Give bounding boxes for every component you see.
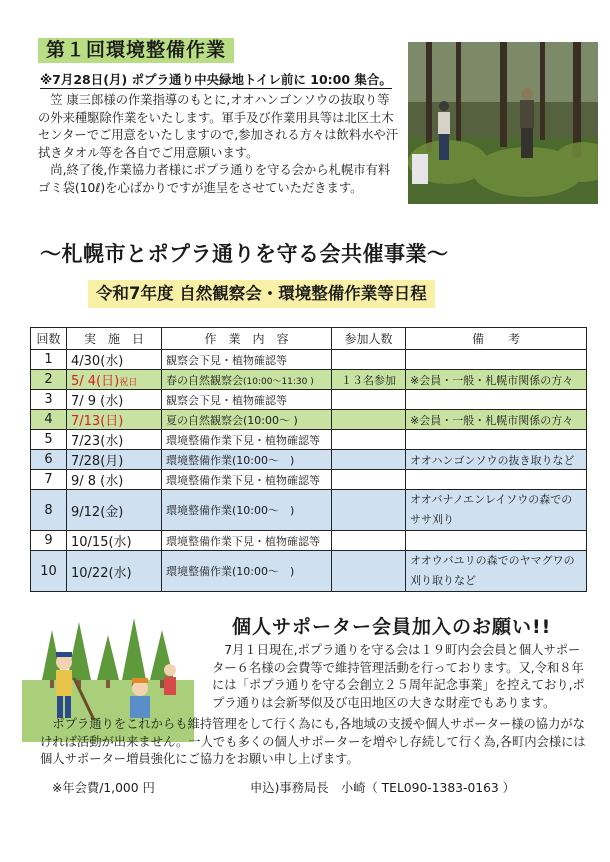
row-date bbox=[67, 370, 162, 390]
row-date: 9/12(金) bbox=[67, 490, 162, 531]
table-row bbox=[31, 490, 587, 531]
headline: 〜札幌市とポプラ通りを守る会共催事業〜 bbox=[40, 242, 449, 266]
row-activity: 環境整備作業下見・植物確認等 bbox=[162, 470, 332, 490]
row-date-value: 5/ 4(日) bbox=[71, 374, 120, 389]
row-number: 8 bbox=[31, 490, 67, 531]
row-participants bbox=[332, 430, 406, 450]
row-date: 7/28(月) bbox=[67, 450, 162, 470]
section1-date-line: ※7月28日(月) ポプラ通り中央緑地トイレ前に 10:00 集合。 bbox=[40, 72, 392, 87]
row-number: 7 bbox=[31, 470, 67, 490]
section1-title: 第１回環境整備作業 bbox=[38, 38, 234, 63]
row-number: 6 bbox=[31, 450, 67, 470]
row-note: オオウバユリの森でのヤマグワの刈り取りなど bbox=[406, 551, 587, 592]
forest-photo-illustration bbox=[408, 42, 598, 204]
annual-fee: ※年会費/1,000 円 bbox=[52, 781, 155, 795]
row-date: 7/ 9 (水) bbox=[67, 390, 162, 410]
row-activity: 夏の自然観察会(10:00〜 ) bbox=[162, 410, 332, 430]
section3-title: 個人サポーター会員加入のお願い!! bbox=[232, 616, 552, 638]
row-activity bbox=[162, 370, 332, 390]
row-activity: 観察会下見・植物確認等 bbox=[162, 350, 332, 370]
row-date: 7/23(水) bbox=[67, 430, 162, 450]
row-note: オオバナノエンレイソウの森でのササ刈り bbox=[406, 490, 587, 531]
section1-body bbox=[38, 92, 400, 197]
row-activity: 観察会下見・植物確認等 bbox=[162, 390, 332, 410]
row-participants bbox=[332, 551, 406, 592]
header-notes: 備 考 bbox=[406, 328, 587, 350]
header-activity: 作 業 内 容 bbox=[162, 328, 332, 350]
row-activity: 環境整備作業下見・植物確認等 bbox=[162, 531, 332, 551]
row-note: ※会員・一般・札幌市関係の方々 bbox=[406, 410, 587, 430]
schedule-subtitle: 令和7年度 自然観察会・環境整備作業等日程 bbox=[88, 280, 435, 308]
row-note bbox=[406, 350, 587, 370]
table-row bbox=[31, 410, 587, 430]
row-number: 4 bbox=[31, 410, 67, 430]
table-row bbox=[31, 531, 587, 551]
header-date: 実 施 日 bbox=[67, 328, 162, 350]
row-number: 3 bbox=[31, 390, 67, 410]
row-number: 10 bbox=[31, 551, 67, 592]
section1-para1: 笠 康三郎様の作業指導のもとに,オオハンゴンソウの抜取り等の外来種駆除作業をいたします。軍手及び作業用具等は北区土木センターでご用意をいたしますので,参加される方々は飲料水や汗拭きタオル等を各自でご用意願います。 bbox=[38, 93, 399, 160]
section3-para1: 7月１日現在,ポプラ通りを守る会は１９町内会会員と個人サポーター６名様の会費等で維持管理活動を行っております。又,令和８年には「ポプラ通りを守る会創立２５周年記念事業」を控えており,ポプラ通りは会新琴似及び屯田地区の大きな財産でもあります。 bbox=[212, 643, 585, 710]
row-date: 7/13(日) bbox=[67, 410, 162, 430]
row-date: 9/ 8 (水) bbox=[67, 470, 162, 490]
row-note bbox=[406, 470, 587, 490]
row-activity: 環境整備作業(10:00〜 ) bbox=[162, 450, 332, 470]
row-date: 4/30(水) bbox=[67, 350, 162, 370]
row-number: 1 bbox=[31, 350, 67, 370]
row-date: 10/22(水) bbox=[67, 551, 162, 592]
row-note: ※会員・一般・札幌市関係の方々 bbox=[406, 370, 587, 390]
section3-para2: ポプラ通りをこれからも維持管理をして行く為にも,各地域の支援や個人サポーター様の協力がなければ活動が出来ません。一人でも多くの個人サポーターを増やし存続して行く為,各町内会様には個人サポーター増員強化にご協力をお願い申し上げます。 bbox=[40, 717, 586, 766]
row-note bbox=[406, 430, 587, 450]
row-participants bbox=[332, 390, 406, 410]
work-photo bbox=[408, 42, 598, 204]
row-participants bbox=[332, 450, 406, 470]
row-number: 9 bbox=[31, 531, 67, 551]
row-participants bbox=[332, 350, 406, 370]
table-row bbox=[31, 470, 587, 490]
row-participants bbox=[332, 470, 406, 490]
row-activity-name: 春の自然観察会 bbox=[166, 373, 243, 387]
header-count: 回数 bbox=[31, 328, 67, 350]
schedule-table bbox=[30, 327, 586, 587]
row-activity: 環境整備作業下見・植物確認等 bbox=[162, 430, 332, 450]
row-participants bbox=[332, 490, 406, 531]
contact-info: 申込)事務局長 小崎（ TEL090-1383-0163 ） bbox=[250, 781, 515, 795]
row-participants bbox=[332, 410, 406, 430]
table-row bbox=[31, 390, 587, 410]
row-date: 10/15(水) bbox=[67, 531, 162, 551]
row-number: 2 bbox=[31, 370, 67, 390]
table-row bbox=[31, 350, 587, 370]
row-activity: 環境整備作業(10:00〜 ) bbox=[162, 490, 332, 531]
section1-para2: 尚,終了後,作業協力者様にポプラ通りを守る会から札幌市有料ゴミ袋(10ℓ)を心ばかりですが進呈をさせていただきます。 bbox=[38, 163, 391, 195]
row-participants bbox=[332, 531, 406, 551]
table-row bbox=[31, 450, 587, 470]
row-activity-time: (10:00〜11:30 ) bbox=[243, 376, 314, 387]
table-row bbox=[31, 430, 587, 450]
row-participants: １３名参加 bbox=[332, 370, 406, 390]
holiday-tag: 祝日 bbox=[119, 378, 138, 388]
row-number: 5 bbox=[31, 430, 67, 450]
row-note bbox=[406, 531, 587, 551]
row-note bbox=[406, 390, 587, 410]
table-row bbox=[31, 370, 587, 390]
row-activity: 環境整備作業(10:00〜 ) bbox=[162, 551, 332, 592]
table-row bbox=[31, 551, 587, 592]
header-participants: 参加人数 bbox=[332, 328, 406, 350]
row-note: オオハンゴンソウの抜き取りなど bbox=[406, 450, 587, 470]
